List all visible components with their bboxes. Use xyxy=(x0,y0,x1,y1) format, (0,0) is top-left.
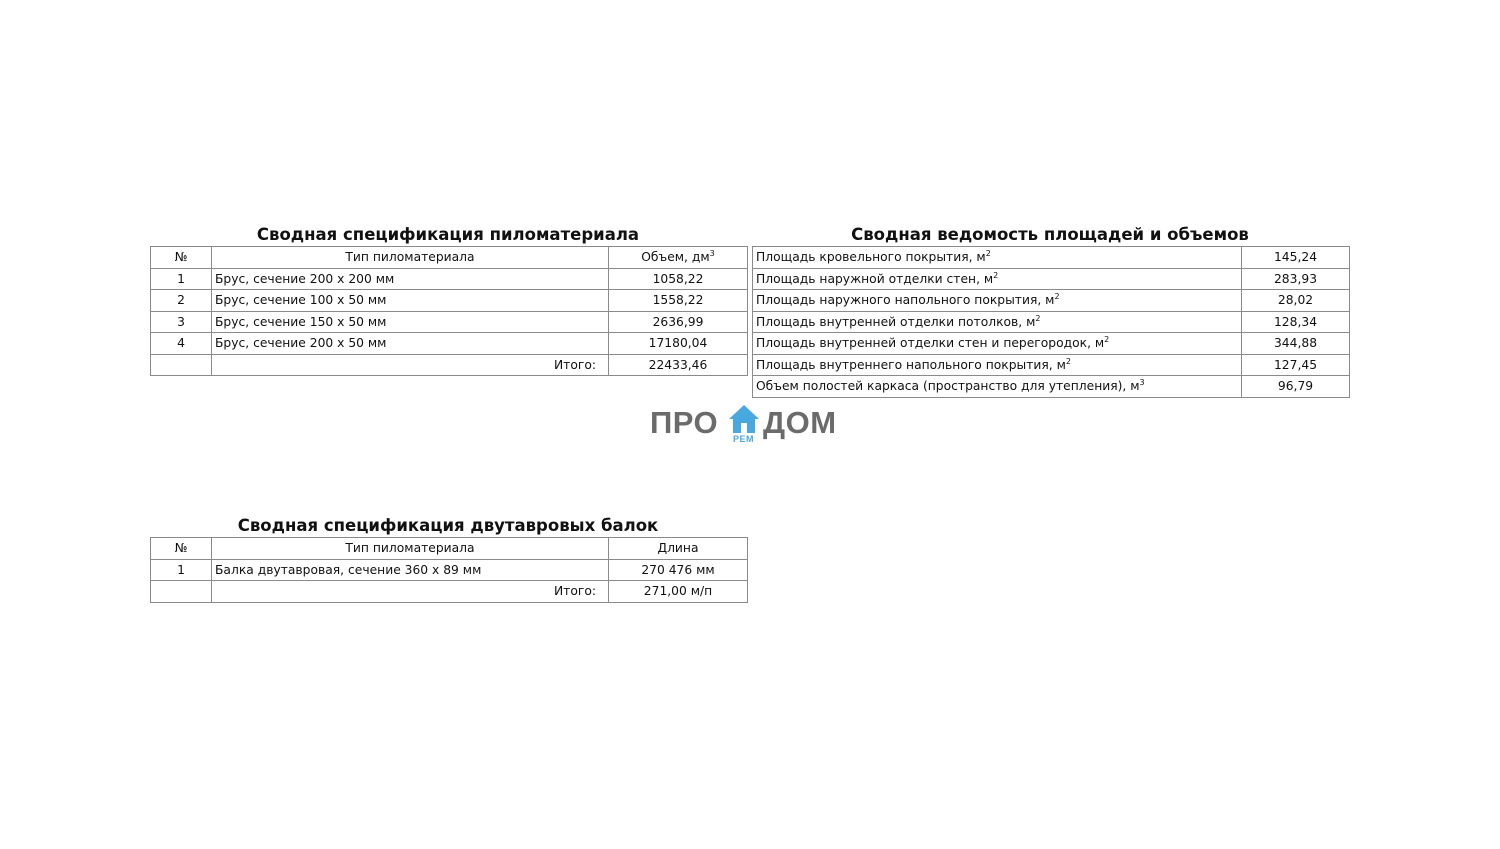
table-row xyxy=(753,354,1350,376)
row-type: Брус, сечение 200 х 200 мм xyxy=(212,268,609,290)
table-row xyxy=(753,333,1350,355)
total-value: 271,00 м/п xyxy=(609,581,748,603)
header-type: Тип пиломатериала xyxy=(212,247,609,269)
logo-word-dom: ДОМ xyxy=(763,405,837,440)
row-num: 1 xyxy=(151,268,212,290)
house-icon xyxy=(728,404,760,434)
total-empty-cell xyxy=(151,581,212,603)
row-volume: 1058,22 xyxy=(609,268,748,290)
area-summary-title: Сводная ведомость площадей и объемов xyxy=(851,225,1249,244)
table-row xyxy=(151,311,748,333)
lumber-spec-title: Сводная спецификация пиломатериала xyxy=(256,225,640,244)
row-label: Площадь внутренней отделки потолков, $м^2$ xyxy=(753,311,1242,333)
logo-sub-rem: РЕМ xyxy=(733,434,755,444)
table-row xyxy=(753,268,1350,290)
row-type: Брус, сечение 150 х 50 мм xyxy=(212,311,609,333)
table-row xyxy=(753,311,1350,333)
header-num: № xyxy=(151,538,212,560)
table-row xyxy=(151,290,748,312)
logo xyxy=(650,403,850,447)
row-label: Площадь наружного напольного покрытия, $м^2$ xyxy=(753,290,1242,312)
row-length: 270 476 мм xyxy=(609,559,748,581)
table-row xyxy=(753,376,1350,398)
logo-word-pro: ПРО xyxy=(650,405,719,440)
row-type: Брус, сечение 200 х 50 мм xyxy=(212,333,609,355)
row-label: Площадь внутренней отделки стен и перегородок, $м^2$ xyxy=(753,333,1242,355)
table-row xyxy=(753,247,1350,269)
row-value: 28,02 xyxy=(1242,290,1350,312)
row-value: 145,24 xyxy=(1242,247,1350,269)
row-value: 96,79 xyxy=(1242,376,1350,398)
total-label: Итого: xyxy=(212,581,609,603)
total-row xyxy=(151,581,748,603)
row-value: 128,34 xyxy=(1242,311,1350,333)
row-volume: 17180,04 xyxy=(609,333,748,355)
row-label: Объем полостей каркаса (пространство для утепления), $м^3$ xyxy=(753,376,1242,398)
area-summary-table xyxy=(752,246,1350,398)
row-num: 3 xyxy=(151,311,212,333)
row-value: 283,93 xyxy=(1242,268,1350,290)
beam-spec-title: Сводная спецификация двутавровых балок xyxy=(237,516,659,535)
row-type: Брус, сечение 100 х 50 мм xyxy=(212,290,609,312)
row-label: Площадь наружной отделки стен, $м^2$ xyxy=(753,268,1242,290)
table-row xyxy=(151,268,748,290)
header-num: № xyxy=(151,247,212,269)
total-label: Итого: xyxy=(212,354,609,376)
header-volume: Объем, $дм^3$ xyxy=(609,247,748,269)
lumber-spec-table xyxy=(150,246,748,376)
row-volume: 2636,99 xyxy=(609,311,748,333)
table-row xyxy=(753,290,1350,312)
row-label: Площадь внутреннего напольного покрытия, $м^2$ xyxy=(753,354,1242,376)
row-num: 4 xyxy=(151,333,212,355)
row-value: 344,88 xyxy=(1242,333,1350,355)
table-header-row xyxy=(151,538,748,560)
header-length: Длина xyxy=(609,538,748,560)
beam-spec-table xyxy=(150,537,748,603)
row-label: Площадь кровельного покрытия, $м^2$ xyxy=(753,247,1242,269)
row-num: 2 xyxy=(151,290,212,312)
row-num: 1 xyxy=(151,559,212,581)
total-row xyxy=(151,354,748,376)
table-row xyxy=(151,333,748,355)
table-header-row xyxy=(151,247,748,269)
row-type: Балка двутавровая, сечение 360 х 89 мм xyxy=(212,559,609,581)
row-volume: 1558,22 xyxy=(609,290,748,312)
table-row xyxy=(151,559,748,581)
header-type: Тип пиломатериала xyxy=(212,538,609,560)
total-empty-cell xyxy=(151,354,212,376)
row-value: 127,45 xyxy=(1242,354,1350,376)
total-value: 22433,46 xyxy=(609,354,748,376)
